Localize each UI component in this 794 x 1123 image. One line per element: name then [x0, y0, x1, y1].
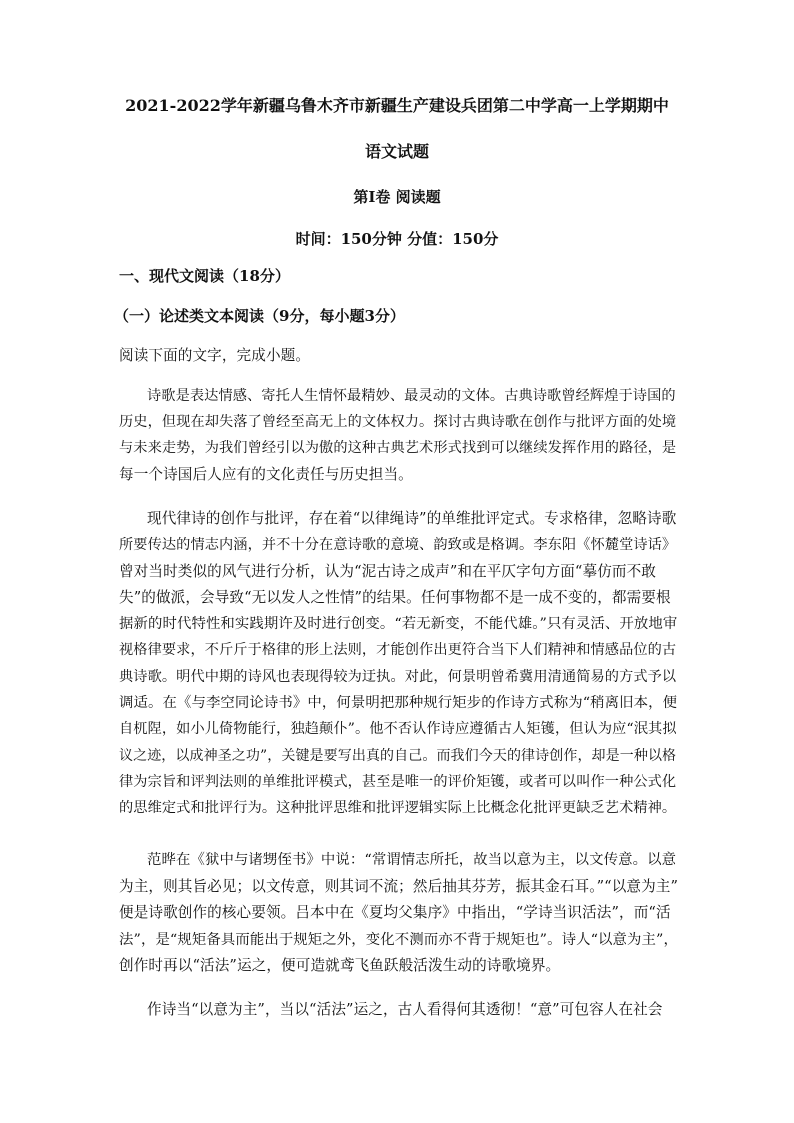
paragraph-line: 律为宗旨和评判法则的单维批评模式，甚至是唯一的评价矩镬，或者可以叫作一种公式化 — [119, 774, 677, 790]
section-heading: 一、现代文阅读（18分） — [119, 267, 290, 285]
paragraph-line: 据新的时代特性和实践期许及时进行创变。“若无新变，不能代雄。”只有灵活、开放地审 — [119, 616, 678, 632]
paragraph-line: 失”的做派，会导致“无以发人之性情”的结果。任何事物都不是一成不变的，都需要根 — [119, 589, 671, 606]
exam-title-line2: 语文试题 — [364, 142, 429, 161]
paragraph-line: 历史，但现在却失落了曾经至高无上的文体权力。探讨古典诗歌在创作与批评方面的处境 — [119, 414, 677, 430]
paragraph-line: 诗歌是表达情感、寄托人生情怀最精妙、最灵动的文体。古典诗歌曾经辉煌于诗国的 — [147, 388, 676, 404]
paragraph-line: 范晔在《狱中与诸甥侄书》中说：“常谓情志所托，故当以意为主，以文传意。以意 — [147, 852, 677, 868]
paragraph-line: 视格律要求，不斤斤于格律的形上法则，才能创作出更符合当下人们精神和情感品位的古 — [119, 642, 677, 658]
paragraph-line: 每一个诗国后人应有的文化责任与历史担当。 — [119, 466, 413, 483]
paragraph-line: 所要传达的情志内涵，并不十分在意诗歌的意境、韵致或是格调。李东阳《怀麓堂诗话》 — [119, 537, 677, 553]
paragraph-line: 作诗当“以意为主”，当以“活法”运之，古人看得何其透彻！“意”可包容人在社会 — [147, 1001, 663, 1018]
subsection-heading: （一）论述类文本阅读（9分，每小题3分） — [114, 307, 405, 325]
paragraph-line: 创作时再以“活法”运之，便可造就鸢飞鱼跃般活泼生动的诗歌境界。 — [119, 957, 561, 974]
exam-title-line1: 2021-2022学年新疆乌鲁木齐市新疆生产建设兵团第二中学高一上学期期中 — [125, 96, 669, 115]
paragraph-line: 自杌陧，如小儿倚物能行，独趋颠仆”。他不否认作诗应遵循古人矩镬，但认为应“泯其拟 — [119, 721, 677, 737]
paragraph-line: 典诗歌。明代中期的诗风也表现得较为迂执。对此，何景明曾希冀用清通简易的方式予以 — [119, 669, 677, 685]
volume-title: 第Ⅰ卷 阅读题 — [353, 188, 441, 206]
instruction-text: 阅读下面的文字，完成小题。 — [119, 347, 311, 364]
paragraph-line: 调适。在《与李空同论诗书》中，何景明把那种规行矩步的作诗方式称为“稍离旧本，便 — [119, 695, 678, 711]
paragraph-line: 现代律诗的创作与批评，存在着“以律绳诗”的单维批评定式。专求格律，忽略诗歌 — [147, 510, 677, 527]
paragraph-line: 议之迹，以成神圣之功”，关键是要写出真的自己。而我们今天的律诗创作，却是一种以格 — [119, 748, 677, 764]
paragraph-line: 为主，则其旨必见；以文传意，则其词不流；然后抽其芬芳，振其金石耳。”“以意为主” — [119, 878, 679, 895]
exam-info: 时间：150分钟 分值：150分 — [295, 230, 499, 248]
paragraph-line: 的思维定式和批评行为。这种批评思维和批评逻辑实际上比概念化批评更缺乏艺术精神。 — [119, 800, 677, 816]
paragraph-line: 法”，是“规矩备具而能出于规矩之外，变化不测而亦不背于规矩也”。诗人“以意为主”， — [119, 932, 678, 948]
paragraph-line: 与未来走势，为我们曾经引以为傲的这种古典艺术形式找到可以继续发挥作用的路径，是 — [119, 440, 677, 456]
paragraph-line: 曾对当时类似的风气进行分析，认为“泥古诗之成声”和在平仄字句方面“摹仿而不敢 — [119, 563, 656, 580]
paragraph-line: 便是诗歌创作的核心要领。吕本中在《夏均父集序》中指出，“学诗当识活法”，而“活 — [119, 904, 671, 921]
